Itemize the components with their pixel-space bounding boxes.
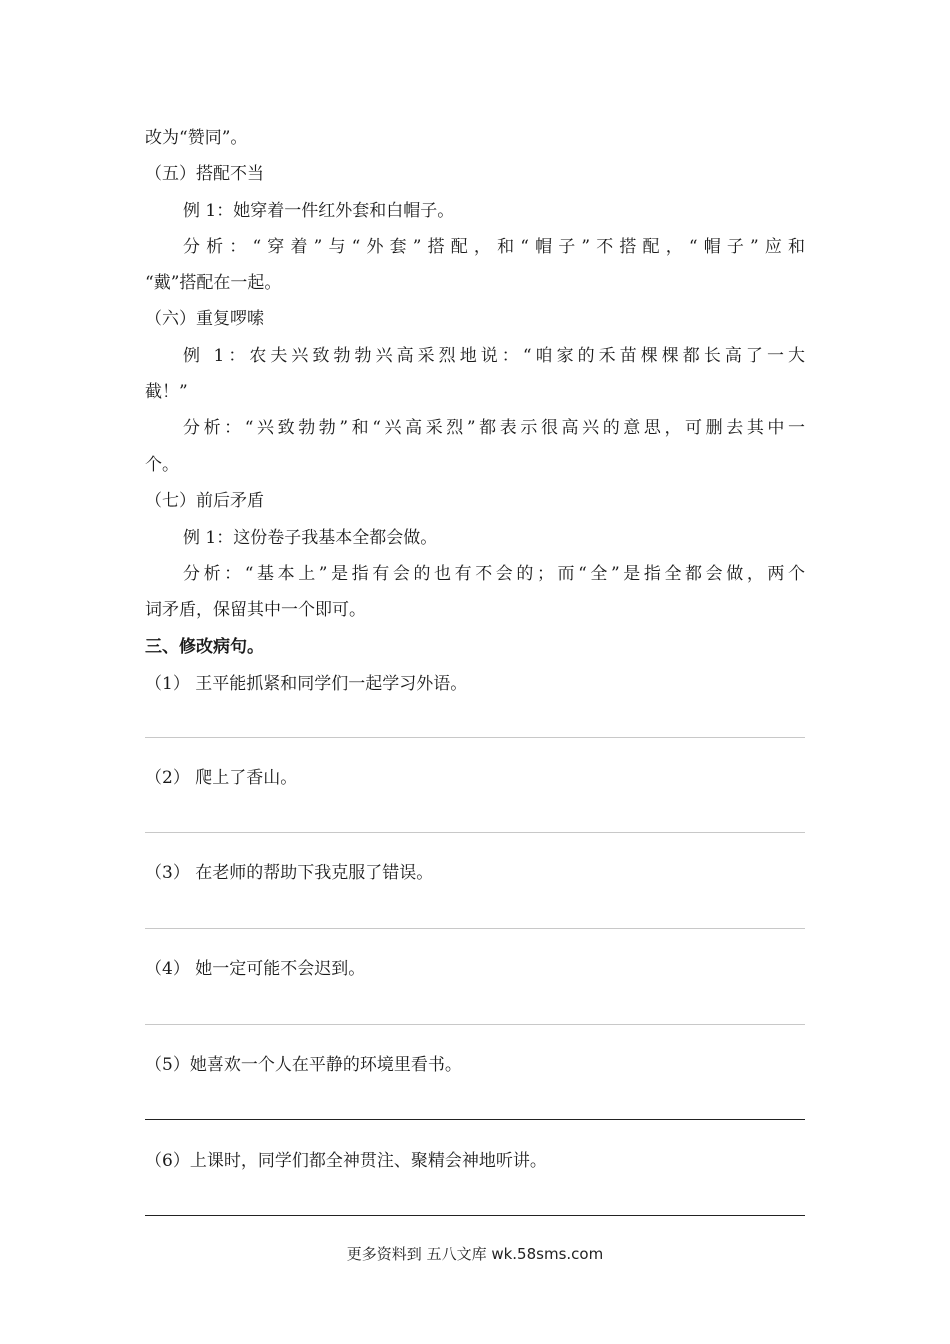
question-6: （6）上课时，同学们都全神贯注、聚精会神地听讲。	[145, 1151, 547, 1171]
answer-line-4	[145, 1024, 805, 1025]
analysis-line: 分析：“兴致勃勃”和“兴高采烈”都表示很高兴的意思，可删去其中一	[183, 418, 805, 438]
question-5: （5）她喜欢一个人在平静的环境里看书。	[145, 1055, 462, 1075]
analysis-line: 分析：“穿着”与“外套”搭配，和“帽子”不搭配，“帽子”应和	[183, 237, 805, 257]
analysis-line-cont: 个。	[145, 455, 179, 475]
section-title: 三、修改病句。	[145, 637, 264, 657]
footer-text: 更多资料到 五八文库 wk.58sms.com	[346, 1245, 604, 1263]
analysis-line-cont: 词矛盾，保留其中一个即可。	[145, 600, 366, 620]
answer-line-3	[145, 928, 805, 929]
analysis-line-cont: “戴”搭配在一起。	[145, 273, 282, 293]
example-line: 例 1：她穿着一件红外套和白帽子。	[183, 201, 455, 221]
answer-line-6	[145, 1215, 805, 1216]
subsection-heading: （五）搭配不当	[145, 164, 264, 184]
question-3: （3） 在老师的帮助下我克服了错误。	[145, 863, 434, 883]
question-2: （2） 爬上了香山。	[145, 768, 298, 788]
question-4: （4） 她一定可能不会迟到。	[145, 959, 366, 979]
example-line-cont: 截！”	[145, 382, 188, 402]
example-line: 例 1：农夫兴致勃勃兴高采烈地说：“咱家的禾苗棵棵都长高了一大	[183, 346, 805, 366]
example-line: 例 1：这份卷子我基本全都会做。	[183, 528, 438, 548]
question-1: （1） 王平能抓紧和同学们一起学习外语。	[145, 674, 468, 694]
answer-line-2	[145, 832, 805, 833]
subsection-heading: （七）前后矛盾	[145, 491, 264, 511]
subsection-heading: （六）重复啰嗦	[145, 309, 264, 329]
analysis-line: 分析：“基本上”是指有会的也有不会的；而“全”是指全都会做，两个	[183, 564, 805, 584]
answer-line-1	[145, 737, 805, 738]
answer-line-5	[145, 1119, 805, 1120]
text-line: 改为“赞同”。	[145, 128, 248, 148]
